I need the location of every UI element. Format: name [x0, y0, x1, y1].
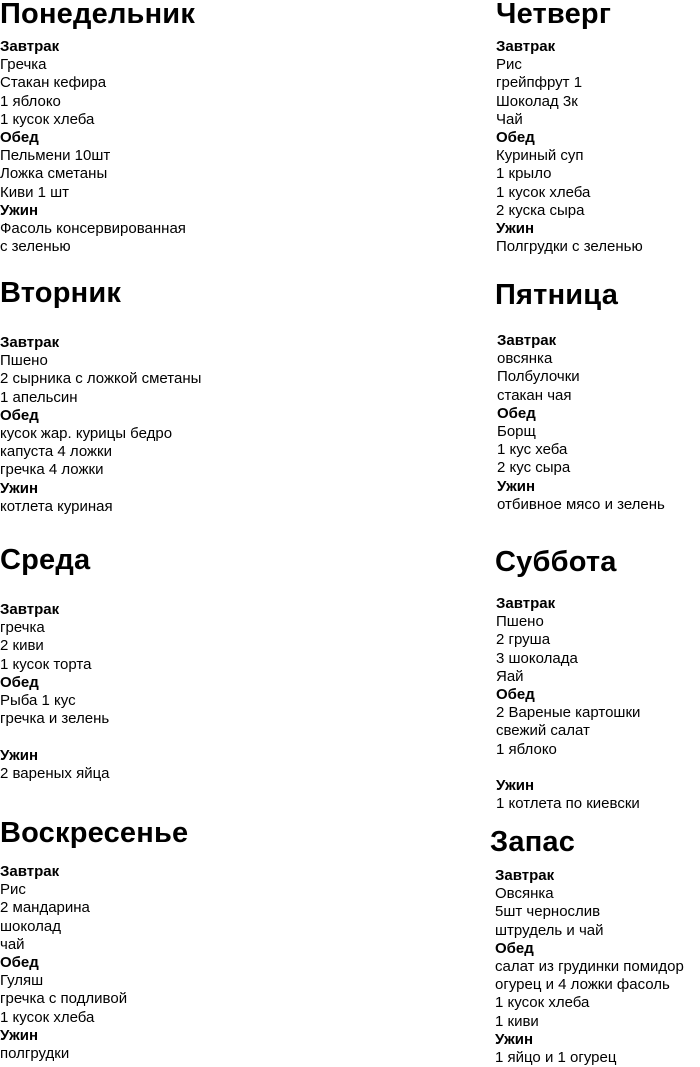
- day-tuesday: [0, 277, 202, 515]
- meal-list: [495, 867, 684, 1067]
- meal-item: салат из грудинки помидор: [495, 957, 684, 975]
- meal-item: Чай: [496, 110, 523, 128]
- meal-item: 1 яйцо и 1 огурец: [495, 1048, 617, 1066]
- meal-item: 2 куска сыра: [496, 201, 585, 219]
- lunch-label: Обед: [0, 953, 39, 971]
- meal-item: Пельмени 10шт: [0, 147, 111, 165]
- meal-item: 1 кусок хлеба: [0, 1008, 95, 1026]
- lunch-label: Обед: [0, 673, 39, 691]
- day-title: Суббота: [495, 546, 617, 578]
- dinner-label: Ужин: [0, 1026, 39, 1044]
- meal-item: Рыба 1 кус: [0, 691, 76, 709]
- meal-item: Ложка сметаны: [0, 165, 108, 183]
- meal-item: с зеленью: [0, 238, 71, 256]
- dinner-label: Ужин: [496, 776, 535, 794]
- meal-item: Киви 1 шт: [0, 183, 70, 201]
- meal-item: грейпфрут 1: [496, 74, 583, 92]
- meal-list: [497, 332, 665, 514]
- meal-item: 3 шоколада: [496, 649, 578, 667]
- meal-item: 1 апельсин: [0, 388, 78, 406]
- meal-item: 1 кусок хлеба: [495, 994, 590, 1012]
- day-title: Пятница: [495, 279, 619, 311]
- meal-item: свежий салат: [496, 722, 590, 740]
- meal-item: гречка: [0, 619, 45, 637]
- meal-item: 2 сырника с ложкой сметаны: [0, 370, 202, 388]
- meal-item: Яай: [496, 667, 524, 685]
- lunch-label: Обед: [0, 128, 39, 146]
- breakfast-label: Завтрак: [0, 601, 60, 618]
- lunch-label: Обед: [497, 404, 536, 422]
- meal-item: Фасоль консервированная: [0, 219, 186, 237]
- dinner-label: Ужин: [0, 746, 39, 764]
- day-title: Среда: [0, 544, 91, 576]
- meal-item: Пшено: [0, 352, 48, 370]
- meal-item: Гречка: [0, 56, 47, 74]
- day-title: Запас: [490, 826, 576, 858]
- meal-item: овсянка: [497, 350, 553, 368]
- day-wednesday: [0, 544, 110, 782]
- meal-item: Рис: [496, 56, 522, 74]
- breakfast-label: Завтрак: [496, 38, 556, 55]
- meal-item: 1 кус хеба: [497, 441, 568, 459]
- meal-list: [0, 38, 186, 256]
- meal-item: Стакан кефира: [0, 74, 107, 92]
- lunch-label: Обед: [0, 406, 39, 424]
- meal-item: 2 груша: [496, 631, 551, 649]
- meal-item: гречка 4 ложки: [0, 461, 104, 479]
- meal-item: Полгрудки с зеленью: [496, 238, 643, 256]
- meal-item: Куриный суп: [496, 147, 584, 165]
- meal-list: [0, 601, 110, 783]
- lunch-label: Обед: [496, 128, 535, 146]
- dinner-label: Ужин: [0, 479, 39, 497]
- meal-item: Овсянка: [495, 885, 554, 903]
- day-title: Вторник: [0, 277, 122, 309]
- meal-item: Полбулочки: [497, 368, 580, 386]
- meal-item: 1 кусок хлеба: [0, 110, 95, 128]
- meal-item: 1 яблоко: [496, 740, 557, 758]
- meal-item: 2 киви: [0, 637, 44, 655]
- day-reserve: [490, 826, 684, 1066]
- meal-item: 2 вареных яйца: [0, 764, 110, 782]
- meal-item: Рис: [0, 881, 26, 899]
- meal-item: 1 котлета по киевски: [496, 795, 640, 813]
- dinner-label: Ужин: [495, 1030, 534, 1048]
- meal-list: [0, 863, 127, 1063]
- meal-item: котлета куриная: [0, 497, 113, 515]
- breakfast-label: Завтрак: [497, 332, 557, 349]
- meal-item: капуста 4 ложки: [0, 443, 112, 461]
- lunch-label: Обед: [495, 939, 534, 957]
- day-title: Понедельник: [0, 0, 196, 30]
- meal-item: Пшено: [496, 613, 544, 631]
- day-title: Воскресенье: [0, 817, 189, 849]
- meal-item: 1 киви: [495, 1012, 539, 1030]
- meal-item: гречка и зелень: [0, 710, 110, 728]
- meal-item: 1 крыло: [496, 165, 552, 183]
- meal-item: чай: [0, 935, 25, 953]
- breakfast-label: Завтрак: [0, 38, 60, 55]
- day-saturday: [495, 546, 641, 813]
- day-sunday: [0, 817, 189, 1062]
- meal-item: Борщ: [497, 422, 536, 440]
- meal-list: [496, 38, 643, 256]
- meal-item: гречка с подливой: [0, 990, 128, 1008]
- dinner-label: Ужин: [497, 477, 536, 495]
- meal-item: 1 кусок хлеба: [496, 183, 591, 201]
- meal-list: [496, 595, 640, 813]
- day-title: Четверг: [496, 0, 612, 30]
- dinner-label: Ужин: [0, 201, 39, 219]
- breakfast-label: Завтрак: [0, 334, 60, 351]
- meal-item: огурец и 4 ложки фасоль: [495, 976, 670, 994]
- meal-item: 1 кусок торта: [0, 655, 92, 673]
- spacer: [496, 759, 640, 777]
- spacer: [0, 728, 110, 746]
- meal-item: 5шт чернослив: [495, 903, 601, 921]
- meal-item: 2 Вареные картошки: [496, 704, 641, 722]
- meal-item: Гуляш: [0, 972, 44, 990]
- lunch-label: Обед: [496, 685, 535, 703]
- meal-item: полгрудки: [0, 1044, 70, 1062]
- day-friday: [495, 279, 665, 513]
- meal-item: 2 кус сыра: [497, 459, 571, 477]
- meal-list: [0, 334, 201, 516]
- meal-item: кусок жар. курицы бедро: [0, 424, 173, 442]
- meal-item: 1 яблоко: [0, 92, 61, 110]
- meal-item: отбивное мясо и зелень: [497, 495, 665, 513]
- dinner-label: Ужин: [496, 219, 535, 237]
- meal-item: стакан чая: [497, 386, 572, 404]
- meal-item: штрудель и чай: [495, 921, 604, 939]
- breakfast-label: Завтрак: [0, 863, 60, 880]
- day-thursday: [496, 0, 643, 256]
- day-monday: [0, 0, 196, 256]
- meal-item: 2 мандарина: [0, 899, 90, 917]
- breakfast-label: Завтрак: [495, 867, 555, 884]
- meal-item: Шоколад 3к: [496, 92, 578, 110]
- breakfast-label: Завтрак: [496, 595, 556, 612]
- meal-item: шоколад: [0, 917, 61, 935]
